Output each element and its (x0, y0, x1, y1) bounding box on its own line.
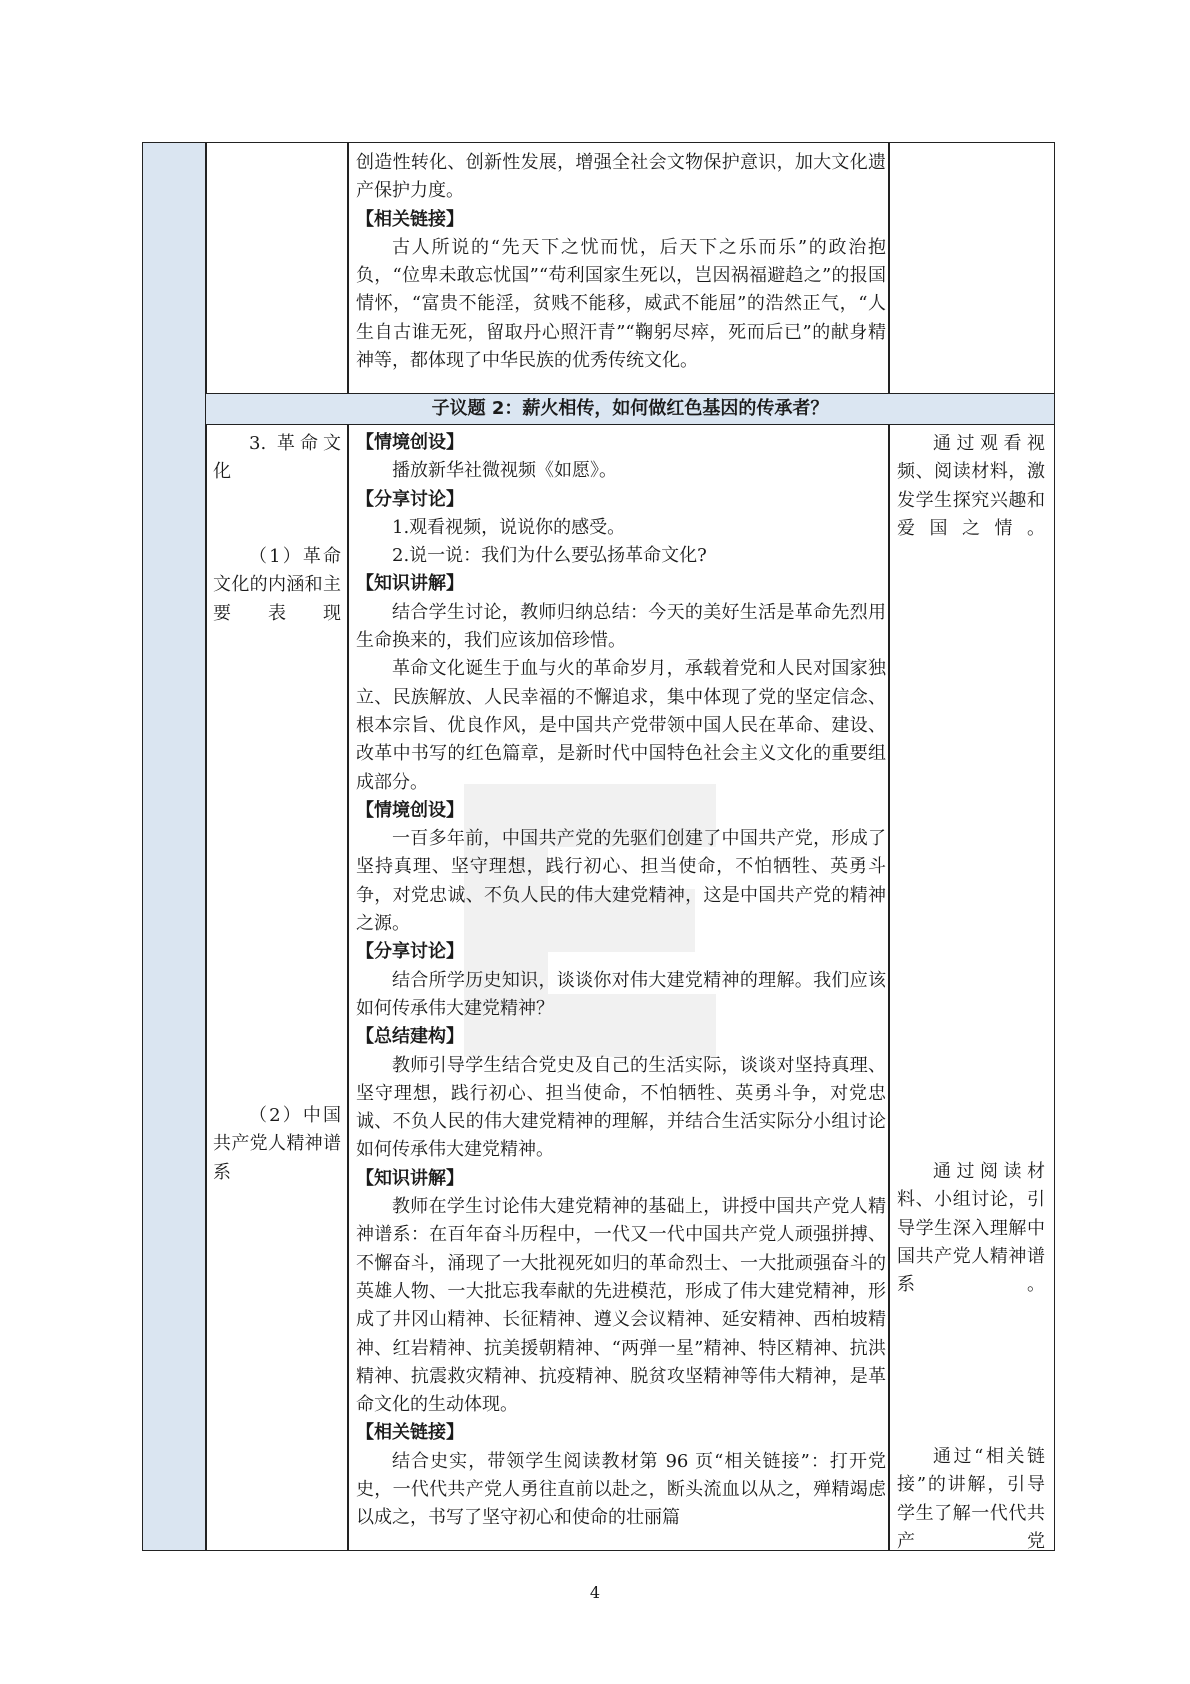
paragraph: 创造性转化、创新性发展，增强全社会文物保护意识，加大文化遗产保护力度。 (356, 152, 886, 202)
paragraph: 结合所学历史知识，谈谈你对伟大建党精神的理解。我们应该如何传承伟大建党精神？ (356, 969, 886, 1019)
section-tag: 【分享讨论】 (356, 941, 464, 963)
table-divider (888, 425, 890, 1551)
subtopic-heading: 子议题 2：薪火相传，如何做红色基因的传承者？ (206, 393, 1054, 425)
section-tag: 【分享讨论】 (356, 488, 464, 510)
paragraph: 古人所说的“先天下之忧而忧，后天下之乐而乐”的政治抱负，“位卑未敢忘忧国”“苟利国家生死以，岂因祸福避趋之”的报国情怀，“富贵不能淫，贫贱不能移，威武不能屈”的浩然正气，“人生自古谁无死，留取丹心照汗青”“鞠躬尽瘁，死而后已”的献身精神等，都体现了中华民族的优秀传统文化。 (356, 236, 886, 372)
table-divider (205, 142, 207, 1551)
section-tag: 【相关链接】 (356, 1422, 464, 1444)
paragraph: 革命文化诞生于血与火的革命岁月，承载着党和人民对国家独立、民族解放、人民幸福的不懈追求，集中体现了党的坚定信念、根本宗旨、优良作风，是中国共产党带领中国人民在革命、建设、改革中书写的红色篇章，是新时代中国特色社会主义文化的重要组成部分。 (356, 658, 886, 793)
section-tag: 【知识讲解】 (356, 1167, 464, 1189)
design-note: 通过观看视频、阅读材料，激发学生探究兴趣和爱国之情。 (897, 433, 1045, 539)
paragraph: 教师在学生讨论伟大建党精神的基础上，讲授中国共产党人精神谱系：在百年奋斗历程中，一代又一代中国共产党人顽强拼搏、不懈奋斗，涌现了一大批视死如归的革命烈士、一大批顽强奋斗的英雄人物、一大批忘我奉献的先进模范，形成了伟大建党精神，形成了井冈山精神、长征精神、遵义会议精神、延安精神、西柏坡精神、红岩精神、抗美援朝精神、“两弹一星”精神、特区精神、抗洪精神、抗震救灾精神、抗疫精神、脱贫攻坚精神等伟大精神，是革命文化的生动体现。 (356, 1196, 886, 1416)
section-tag: 【相关链接】 (356, 208, 464, 230)
table-divider (888, 142, 890, 393)
topic-label: （2）中国共产党人精神谱系 (213, 1105, 341, 1183)
table-divider (347, 142, 349, 393)
section-tag: 【情境创设】 (356, 799, 464, 821)
section-tag: 【知识讲解】 (356, 573, 464, 595)
top-block (356, 149, 886, 375)
design-note: 通过“相关链接”的讲解，引导学生了解一代代共产党 (897, 1446, 1045, 1552)
section-tag: 【情境创设】 (356, 432, 464, 453)
table-divider (347, 425, 349, 1551)
paragraph: 播放新华社微视频《如愿》。 (392, 460, 617, 482)
paragraph: 2.说一说：我们为什么要弘扬革命文化? (392, 545, 707, 567)
section-tag: 【总结建构】 (356, 1026, 464, 1048)
paragraph: 教师引导学生结合党史及自己的生活实际，谈谈对坚持真理、坚守理想，践行初心、担当使命，不怕牺牲、英勇斗争，对党忠诚、不负人民的伟大建党精神的理解，并结合生活实际分小组讨论如何传承伟大建党精神。 (356, 1054, 886, 1161)
page-number: 4 (589, 1583, 601, 1602)
main-content (356, 429, 886, 1533)
topic-label: （1）革命文化的内涵和主要表现 (213, 546, 341, 624)
design-note: 通过阅读材料、小组讨论，引导学生深入理解中国共产党人精神谱系。 (897, 1161, 1045, 1296)
paragraph: 1.观看视频，说说你的感受。 (392, 516, 626, 538)
paragraph: 一百多年前，中国共产党的先驱们创建了中国共产党，形成了坚持真理、坚守理想，践行初心、担当使命，不怕牺牲、英勇斗争，对党忠诚、不负人民的伟大建党精神，这是中国共产党的精神之源。 (356, 828, 886, 935)
topic-label: 3. 革命文化 (213, 433, 341, 483)
paragraph: 结合史实，带领学生阅读教材第 96 页“相关链接”：打开党史，一代代共产党人勇往直前以赴之，断头流血以从之，殚精竭虑以成之，书写了坚守初心和使命的壮丽篇 (356, 1450, 886, 1529)
paragraph: 结合学生讨论，教师归纳总结：今天的美好生活是革命先烈用生命换来的，我们应该加倍珍惜。 (356, 601, 886, 652)
